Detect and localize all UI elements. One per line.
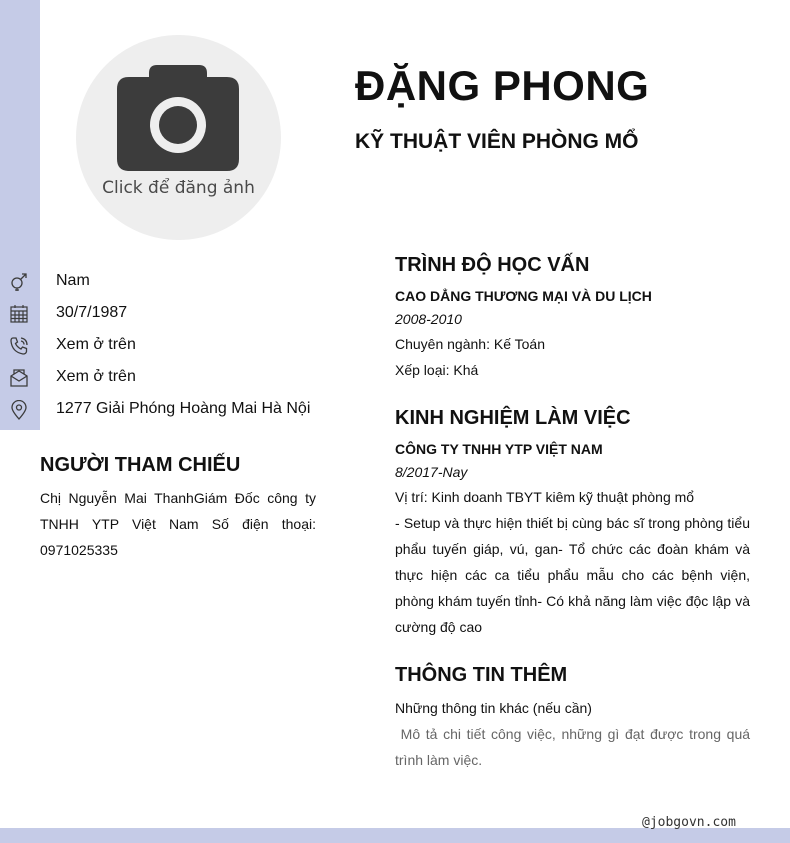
candidate-name: ĐẶNG PHONG xyxy=(355,62,650,109)
phone-value: Xem ở trên xyxy=(56,336,136,353)
address-value: 1277 Giải Phóng Hoàng Mai Hà Nội xyxy=(56,400,311,417)
email-icon xyxy=(9,368,29,388)
education-years: 2008-2010 xyxy=(395,311,462,327)
reference-text: Chị Nguyễn Mai ThanhGiám Đốc công ty TNHH YTP Việt Nam Số điện thoại: 0971025335 xyxy=(40,490,316,558)
reference-title: NGƯỜI THAM CHIẾU xyxy=(40,454,241,476)
extra-info-subtitle: Những thông tin khác (nếu cần) xyxy=(395,700,592,716)
extra-info-description: Mô tả chi tiết công việc, những gì đạt được trong quá trình làm việc. xyxy=(395,726,754,768)
birthday-value: 30/7/1987 xyxy=(56,304,128,321)
phone-icon xyxy=(9,336,29,356)
calendar-icon xyxy=(9,304,29,324)
contact-phone xyxy=(0,329,330,361)
contact-gender xyxy=(0,265,330,297)
experience-period: 8/2017-Nay xyxy=(395,464,468,480)
experience-title: KINH NGHIỆM LÀM VIỆC xyxy=(395,407,631,429)
footer-accent-bar xyxy=(0,828,790,843)
experience-role: Vị trí: Kinh doanh TBYT kiêm kỹ thuật phòng mổ xyxy=(395,489,695,505)
education-grade: Xếp loại: Khá xyxy=(395,362,479,378)
education-major: Chuyên ngành: Kế Toán xyxy=(395,336,545,352)
candidate-position: KỸ THUẬT VIÊN PHÒNG MỔ xyxy=(355,130,639,153)
email-value: Xem ở trên xyxy=(56,368,136,385)
experience-company: CÔNG TY TNHH YTP VIỆT NAM xyxy=(395,441,603,457)
experience-description: - Setup và thực hiện thiết bị cùng bác sĩ trong phòng tiểu phẩu tuyến giáp, vú, gan- Tổ chức các đoàn khám và thực hiện các ca tiểu phẩu mẫu cho các bệnh viện, phòng khám tuyến tỉnh- Có khả năng làm việc độc lập và cường độ cao xyxy=(395,515,750,635)
education-title: TRÌNH ĐỘ HỌC VẤN xyxy=(395,254,590,276)
photo-upload-label: Click để đăng ảnh xyxy=(102,178,255,198)
profile-photo-upload[interactable] xyxy=(76,35,281,240)
location-icon xyxy=(9,400,29,420)
camera-icon xyxy=(117,65,239,171)
education-school: CAO DẲNG THƯƠNG MẠI VÀ DU LỊCH xyxy=(395,288,652,304)
site-watermark: @jobgovn.com xyxy=(642,815,736,830)
contact-birthday xyxy=(0,297,330,329)
gender-value: Nam xyxy=(56,272,90,289)
contact-email xyxy=(0,361,330,393)
contact-address xyxy=(0,393,330,425)
gender-icon xyxy=(9,272,29,292)
extra-info-title: THÔNG TIN THÊM xyxy=(395,664,568,686)
